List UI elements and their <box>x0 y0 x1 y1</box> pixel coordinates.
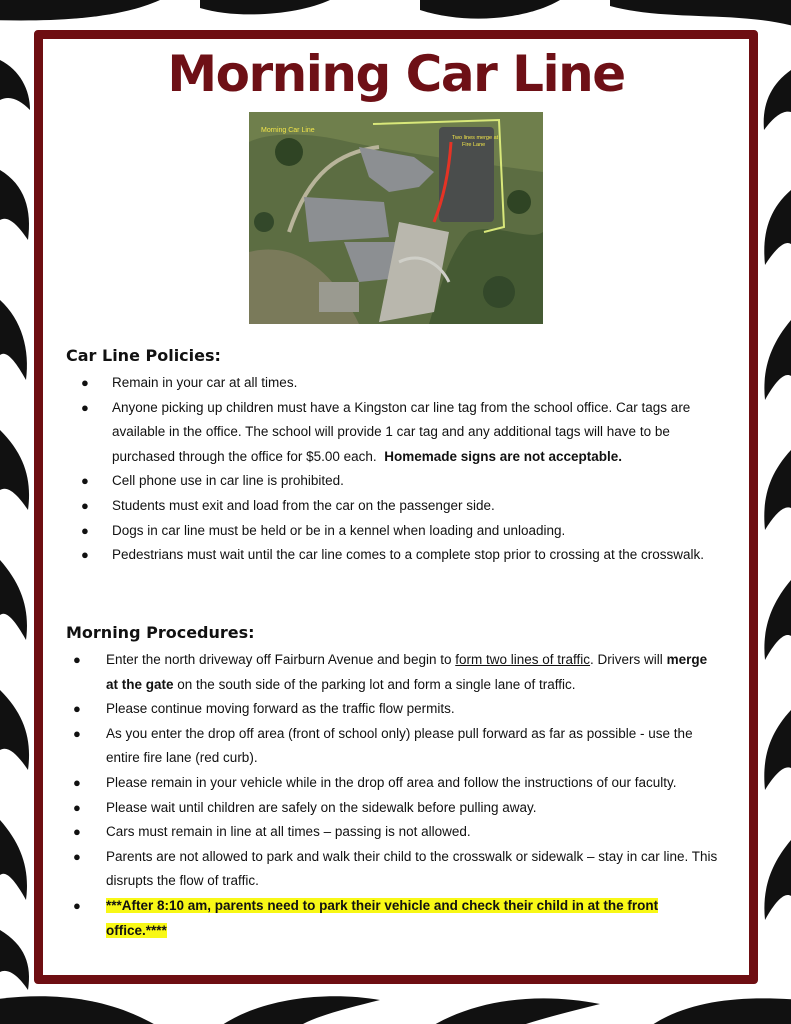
policy-item <box>43 469 749 494</box>
procedure-item <box>43 820 749 845</box>
zebra-stripe <box>764 710 791 790</box>
bullet-icon: ● <box>73 799 81 815</box>
procedure-item <box>43 845 749 894</box>
zebra-stripe <box>764 840 791 920</box>
zebra-stripe <box>764 450 791 530</box>
procedure-item <box>43 697 749 722</box>
procedure-item <box>43 771 749 796</box>
zebra-stripe <box>0 0 160 20</box>
bullet-icon: ● <box>81 375 89 390</box>
aerial-map-image <box>249 112 543 324</box>
bullet-icon: ● <box>81 399 89 415</box>
bullet-icon: ● <box>81 497 89 513</box>
procedure-text: Cars must remain in line at all times – passing is not allowed. <box>106 824 471 840</box>
procedure-text: Parents are not allowed to park and walk their child to the crosswalk or sidewalk – stay in car line. This disrupts the flow of traffic. <box>106 848 718 889</box>
zebra-stripe <box>210 996 380 1024</box>
policy-item <box>43 371 749 396</box>
procedures-heading: Morning Procedures: <box>66 623 255 642</box>
zebra-stripe <box>420 0 560 19</box>
bullet-icon: ● <box>73 824 81 840</box>
procedure-text: Please continue moving forward as the traffic flow permits. <box>106 701 455 717</box>
zebra-stripe <box>0 996 170 1024</box>
policy-item <box>43 396 749 470</box>
procedure-item <box>43 722 749 771</box>
procedure-bold-text: merge at the gate <box>106 652 708 692</box>
policy-text: Remain in your car at all times. <box>112 375 298 390</box>
zebra-stripe <box>764 190 791 265</box>
procedure-item <box>43 894 749 943</box>
zebra-stripe <box>0 820 27 900</box>
zebra-stripe <box>640 998 791 1024</box>
zebra-stripe <box>0 690 29 770</box>
bullet-icon: ● <box>73 897 81 913</box>
policy-bold-text: Homemade signs are not acceptable. <box>384 448 623 464</box>
procedure-text: . Drivers will <box>590 652 663 667</box>
map-label-merge: Two lines merge at <box>452 135 499 141</box>
policies-section <box>43 346 749 568</box>
policy-text: Dogs in car line must be held or be in a kennel when loading and unloading. <box>112 522 566 538</box>
bullet-icon: ● <box>81 473 89 489</box>
zebra-stripe <box>420 998 600 1024</box>
zebra-stripe <box>0 300 27 380</box>
procedure-item <box>43 648 749 697</box>
zebra-stripe <box>610 0 791 28</box>
policy-item <box>43 494 749 519</box>
bullet-icon: ● <box>81 547 89 563</box>
zebra-stripe <box>0 430 29 510</box>
zebra-stripe <box>764 580 791 660</box>
zebra-stripe <box>764 320 791 400</box>
map-label-fire-lane: Fire Lane <box>462 142 486 148</box>
bullet-icon: ● <box>81 522 89 538</box>
policy-text: Cell phone use in car line is prohibited. <box>112 473 344 489</box>
policies-heading: Car Line Policies: <box>66 346 221 365</box>
policy-item <box>43 543 749 568</box>
procedures-section <box>43 623 749 943</box>
page-title: Morning Car Line <box>167 45 625 103</box>
policy-text: Anyone picking up children must have a Kingston car line tag from the school office. Car tags are available in the office. The school will provide 1 car tag and any additional tags will have to be purchased through the office for $5.00 each. <box>112 399 691 464</box>
bullet-icon: ● <box>73 725 81 741</box>
policies-list <box>43 371 749 568</box>
content-frame <box>34 30 758 984</box>
map-label-morning-car-line: Morning Car Line <box>261 127 315 134</box>
bullet-icon: ● <box>73 848 81 864</box>
procedure-text: on the south side of the parking lot and form a single lane of traffic. <box>177 676 576 692</box>
procedures-list <box>43 648 749 943</box>
zebra-stripe <box>200 0 330 14</box>
zebra-stripe <box>0 60 30 110</box>
procedure-text: Enter the north driveway off Fairburn Avenue and begin to <box>106 652 452 667</box>
policy-text: Students must exit and load from the car on the passenger side. <box>112 497 495 513</box>
policy-item <box>43 519 749 544</box>
zebra-stripe <box>0 560 27 640</box>
zebra-stripe <box>764 70 791 130</box>
procedure-underline-text: form two lines of traffic <box>455 652 591 667</box>
procedure-text: Please remain in your vehicle while in the drop off area and follow the instructions of our faculty. <box>106 774 677 790</box>
bullet-icon: ● <box>73 774 81 790</box>
zebra-stripe <box>0 930 29 990</box>
policy-text: Pedestrians must wait until the car line comes to a complete stop prior to crossing at the crosswalk. <box>112 547 705 563</box>
procedure-text: Please wait until children are safely on the sidewalk before pulling away. <box>106 799 537 815</box>
highlighted-notice: ***After 8:10 am, parents need to park their vehicle and check their child in at the front office.**** <box>106 897 659 938</box>
zebra-stripe <box>0 170 29 240</box>
procedure-text: As you enter the drop off area (front of school only) please pull forward as far as possible - use the entire fire lane (red curb). <box>106 725 693 766</box>
bullet-icon: ● <box>73 652 81 667</box>
bullet-icon: ● <box>73 701 81 717</box>
procedure-item <box>43 796 749 821</box>
